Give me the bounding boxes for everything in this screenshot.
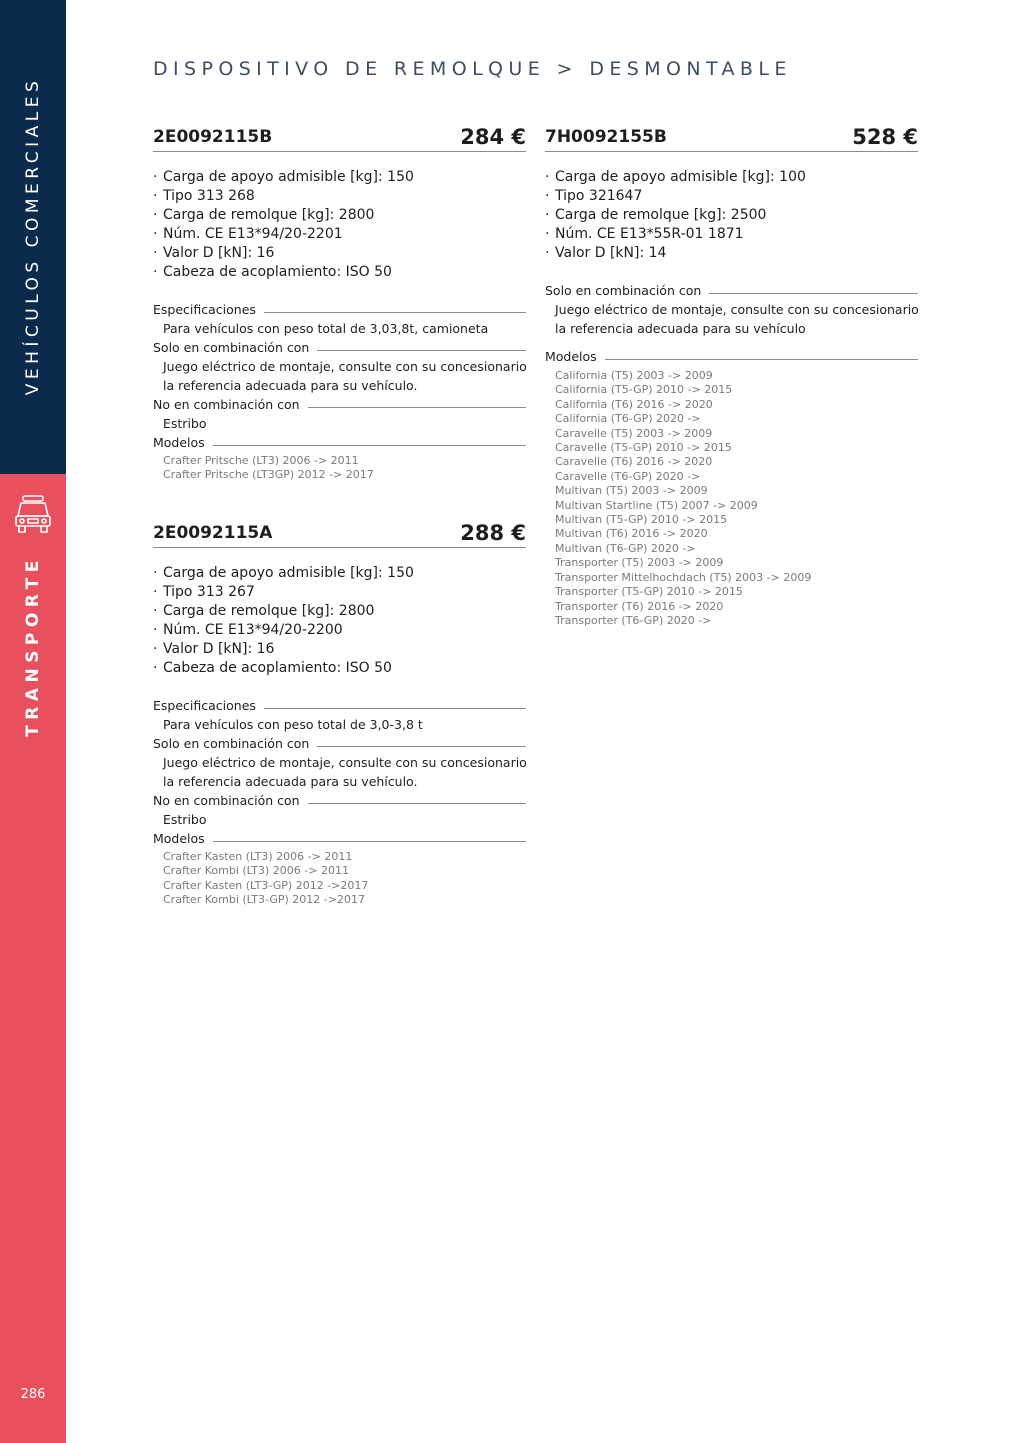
model-item: Transporter (T5) 2003 -> 2009: [555, 556, 724, 570]
feature-item: · Cabeza de acoplamiento: ISO 50: [153, 263, 526, 282]
section-label: Especificaciones: [153, 300, 264, 319]
model-item: Multivan Startline (T5) 2007 -> 2009: [555, 498, 758, 512]
feature-item: · Núm. CE E13*55R-01 1871: [545, 225, 918, 244]
section-label: Modelos: [153, 433, 213, 452]
page-title: DISPOSITIVO DE REMOLQUE > DESMONTABLE: [153, 58, 792, 80]
model-item: Multivan (T5) 2003 -> 2009: [555, 484, 708, 498]
model-item: Crafter Pritsche (LT3) 2006 -> 2011: [163, 454, 359, 467]
model-item: Transporter (T6-GP) 2020 ->: [555, 613, 712, 627]
van-icon: [12, 494, 54, 536]
sidebar: [0, 0, 66, 1443]
model-item: Caravelle (T6) 2016 -> 2020: [555, 455, 713, 469]
combination-text: la referencia adecuada para su vehículo: [555, 321, 806, 336]
section-modelos: [153, 829, 526, 848]
model-item: Multivan (T5-GP) 2010 -> 2015: [555, 513, 728, 527]
feature-item: · Tipo 313 268: [153, 187, 526, 206]
combination-text: Juego eléctrico de montaje, consulte con su concesionario: [163, 359, 527, 374]
section-solo-en-combinacion: [545, 281, 918, 300]
combination-text: la referencia adecuada para su vehículo.: [163, 774, 418, 789]
feature-item: · Carga de remolque [kg]: 2800: [153, 206, 526, 225]
model-item: Transporter Mittelhochdach (T5) 2003 -> 2009: [555, 570, 812, 584]
feature-item: · Núm. CE E13*94/20-2200: [153, 621, 526, 640]
exclusion-text: Estribo: [163, 812, 207, 827]
category-top-label: VEHÍCULOS COMERCIALES: [23, 76, 43, 396]
model-item: Crafter Kasten (LT3-GP) 2012 ->2017: [163, 878, 369, 892]
product-header: [153, 522, 526, 548]
model-item: California (T6) 2016 -> 2020: [555, 397, 713, 411]
feature-item: · Valor D [kN]: 16: [153, 640, 526, 659]
spec-text: Para vehículos con peso total de 3,03,8t, camioneta: [163, 321, 489, 336]
product-code: 2E0092115B: [153, 127, 273, 147]
model-list: [545, 369, 918, 628]
section-solo-en-combinacion: [153, 338, 526, 357]
feature-item: · Núm. CE E13*94/20-2201: [153, 225, 526, 244]
section-label: Modelos: [545, 347, 605, 366]
section-label: Modelos: [153, 829, 213, 848]
section-label: No en combinación con: [153, 791, 308, 810]
model-item: Multivan (T6) 2016 -> 2020: [555, 527, 708, 541]
feature-item: · Tipo 313 267: [153, 583, 526, 602]
feature-list: [153, 168, 526, 282]
section-no-en-combinacion: [153, 395, 526, 414]
model-item: Crafter Kombi (LT3-GP) 2012 ->2017: [163, 893, 365, 907]
product-card: [153, 126, 526, 483]
section-solo-en-combinacion: [153, 734, 526, 753]
model-item: California (T6-GP) 2020 ->: [555, 412, 701, 426]
section-no-en-combinacion: [153, 791, 526, 810]
combination-text: Juego eléctrico de montaje, consulte con su concesionario: [555, 302, 919, 317]
section-especificaciones: [153, 696, 526, 715]
section-modelos: [545, 347, 918, 366]
model-item: Multivan (T6-GP) 2020 ->: [555, 541, 696, 555]
model-item: Caravelle (T5-GP) 2010 -> 2015: [555, 441, 732, 455]
section-label: Solo en combinación con: [545, 281, 709, 300]
model-item: Caravelle (T5) 2003 -> 2009: [555, 426, 713, 440]
model-item: Transporter (T6) 2016 -> 2020: [555, 599, 724, 613]
product-code: 2E0092115A: [153, 523, 273, 543]
model-item: Caravelle (T6-GP) 2020 ->: [555, 469, 701, 483]
product-header: [153, 126, 526, 152]
product-price: 288 €: [460, 521, 526, 545]
feature-list: [153, 564, 526, 678]
feature-item: · Carga de remolque [kg]: 2500: [545, 206, 918, 225]
feature-item: · Carga de apoyo admisible [kg]: 100: [545, 168, 918, 187]
product-card: [545, 126, 918, 628]
model-item: Crafter Kasten (LT3) 2006 -> 2011: [163, 850, 353, 863]
section-label: Especificaciones: [153, 696, 264, 715]
model-item: Transporter (T5-GP) 2010 -> 2015: [555, 585, 743, 599]
feature-item: · Carga de remolque [kg]: 2800: [153, 602, 526, 621]
product-header: [545, 126, 918, 152]
product-price: 284 €: [460, 125, 526, 149]
model-item: California (T5) 2003 -> 2009: [555, 369, 713, 382]
section-label: Solo en combinación con: [153, 338, 317, 357]
product-price: 528 €: [852, 125, 918, 149]
model-list: [153, 850, 526, 908]
section-label: Solo en combinación con: [153, 734, 317, 753]
product-code: 7H0092155B: [545, 127, 667, 147]
section-modelos: [153, 433, 526, 452]
category-bottom-label: TRANSPORTE: [23, 555, 43, 737]
model-item: California (T5-GP) 2010 -> 2015: [555, 383, 733, 397]
model-item: Crafter Kombi (LT3) 2006 -> 2011: [163, 864, 349, 878]
feature-item: · Carga de apoyo admisible [kg]: 150: [153, 564, 526, 583]
model-list: [153, 454, 526, 483]
feature-list: [545, 168, 918, 263]
model-item: Crafter Pritsche (LT3GP) 2012 -> 2017: [163, 468, 374, 482]
feature-item: · Cabeza de acoplamiento: ISO 50: [153, 659, 526, 678]
feature-item: · Valor D [kN]: 14: [545, 244, 918, 263]
combination-text: Juego eléctrico de montaje, consulte con su concesionario: [163, 755, 527, 770]
exclusion-text: Estribo: [163, 416, 207, 431]
feature-item: · Tipo 321647: [545, 187, 918, 206]
product-card: [153, 522, 526, 908]
feature-item: · Valor D [kN]: 16: [153, 244, 526, 263]
combination-text: la referencia adecuada para su vehículo.: [163, 378, 418, 393]
spec-text: Para vehículos con peso total de 3,0-3,8 t: [163, 717, 423, 732]
page-number: 286: [20, 1387, 46, 1402]
section-label: No en combinación con: [153, 395, 308, 414]
feature-item: · Carga de apoyo admisible [kg]: 150: [153, 168, 526, 187]
section-especificaciones: [153, 300, 526, 319]
